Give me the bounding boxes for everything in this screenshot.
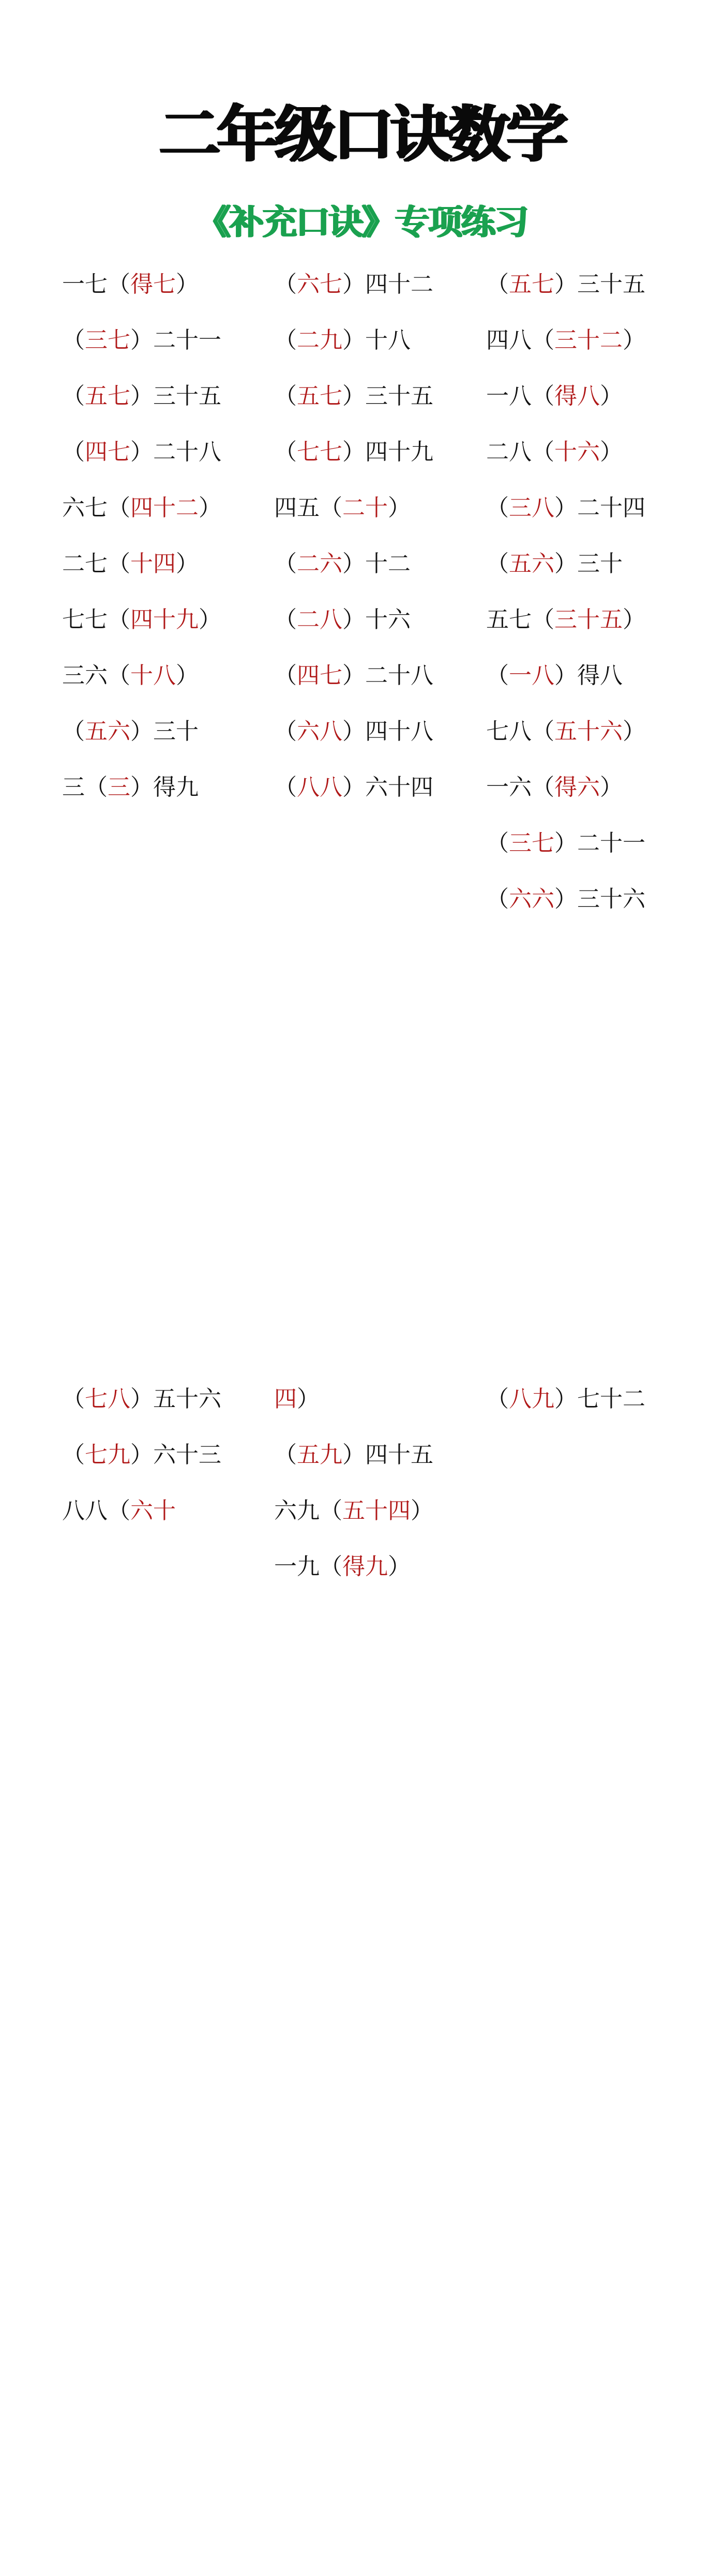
problem-text: ）得八 bbox=[554, 662, 623, 689]
problem-answer: 七七 bbox=[297, 439, 342, 465]
problem-text: ） bbox=[600, 383, 623, 409]
multiplication-problem bbox=[62, 368, 253, 424]
problem-answer: 五十六 bbox=[554, 718, 623, 745]
problem-answer: 得七 bbox=[130, 271, 176, 298]
problem-answer: 三七 bbox=[509, 830, 554, 856]
problem-text: 一八（ bbox=[486, 383, 554, 409]
multiplication-problem bbox=[274, 480, 465, 536]
problem-answer: 十八 bbox=[130, 662, 176, 689]
problem-text: （ bbox=[274, 551, 297, 577]
multiplication-problem bbox=[274, 1371, 465, 1427]
problem-column-2 bbox=[274, 257, 465, 816]
problem-text: （ bbox=[486, 662, 509, 689]
problem-answer: 得八 bbox=[554, 383, 600, 409]
problem-answer: 五六 bbox=[509, 551, 554, 577]
problem-answer: 四七 bbox=[297, 662, 342, 689]
problem-answer: 得六 bbox=[554, 774, 600, 801]
multiplication-problem bbox=[62, 760, 253, 816]
problem-text: ） bbox=[199, 495, 221, 521]
problem-answer: 五七 bbox=[509, 271, 554, 298]
problem-text: ）二十八 bbox=[342, 662, 433, 689]
problem-text: ） bbox=[388, 1553, 411, 1580]
problem-text: （ bbox=[274, 439, 297, 465]
multiplication-problem bbox=[486, 1371, 677, 1427]
problem-answer: 二九 bbox=[297, 327, 342, 353]
problem-answer: 三七 bbox=[85, 327, 130, 353]
multiplication-problem bbox=[274, 257, 465, 313]
problem-text: ）三十五 bbox=[130, 383, 221, 409]
multiplication-problem bbox=[486, 871, 677, 927]
page-subtitle: 《补充口诀》专项练习 bbox=[197, 202, 527, 242]
problem-text: ） bbox=[176, 271, 199, 298]
multiplication-problem bbox=[486, 480, 677, 536]
problem-answer: 三十二 bbox=[554, 327, 623, 353]
problem-text: （ bbox=[62, 327, 85, 353]
problem-text: 六九（ bbox=[274, 1498, 342, 1524]
problem-text: ）三十六 bbox=[554, 886, 645, 912]
problem-text: 二七（ bbox=[62, 551, 130, 577]
multiplication-problem bbox=[274, 704, 465, 760]
multiplication-problem bbox=[62, 536, 253, 592]
multiplication-problem bbox=[486, 648, 677, 704]
problem-answer: 四十九 bbox=[130, 606, 199, 633]
multiplication-problem bbox=[62, 1427, 253, 1483]
problem-text: ）三十五 bbox=[342, 383, 433, 409]
problem-answer: 八八 bbox=[297, 774, 342, 801]
problem-text: ）十六 bbox=[342, 606, 411, 633]
problem-answer: 三十五 bbox=[554, 606, 623, 633]
multiplication-problem bbox=[274, 648, 465, 704]
problem-text: 二八（ bbox=[486, 439, 554, 465]
multiplication-problem bbox=[274, 313, 465, 368]
problem-text: ） bbox=[411, 1498, 433, 1524]
problem-answer: 十六 bbox=[554, 439, 600, 465]
problem-text: （ bbox=[274, 774, 297, 801]
problem-answer: 二八 bbox=[297, 606, 342, 633]
problem-column-6 bbox=[486, 1371, 677, 1427]
problem-text: 一六（ bbox=[486, 774, 554, 801]
problem-text: ）十二 bbox=[342, 551, 411, 577]
problem-text: ）七十二 bbox=[554, 1386, 645, 1412]
problem-text: ） bbox=[388, 495, 411, 521]
multiplication-problem bbox=[486, 424, 677, 480]
problem-text: （ bbox=[62, 1386, 85, 1412]
problem-text: ）二十一 bbox=[130, 327, 221, 353]
problem-text: ）得九 bbox=[130, 774, 199, 801]
problem-answer: 六七 bbox=[297, 271, 342, 298]
problem-text: ）六十三 bbox=[130, 1442, 221, 1468]
problem-text: （ bbox=[486, 1386, 509, 1412]
problem-answer: 二六 bbox=[297, 551, 342, 577]
problem-answer: 得九 bbox=[342, 1553, 388, 1580]
problem-answer: 五十四 bbox=[342, 1498, 411, 1524]
problem-text: ） bbox=[623, 718, 645, 745]
problem-text: ）三十 bbox=[554, 551, 623, 577]
problem-text: 八八（ bbox=[62, 1498, 130, 1524]
problem-text: （ bbox=[62, 439, 85, 465]
problem-text: （ bbox=[62, 383, 85, 409]
problem-answer: 五六 bbox=[85, 718, 130, 745]
problem-text: （ bbox=[486, 271, 509, 298]
multiplication-problem bbox=[62, 592, 253, 648]
problem-answer: 六六 bbox=[509, 886, 554, 912]
multiplication-problem bbox=[486, 368, 677, 424]
problem-text: （ bbox=[274, 718, 297, 745]
multiplication-problem bbox=[486, 313, 677, 368]
problem-text: （ bbox=[274, 327, 297, 353]
problem-text: 四八（ bbox=[486, 327, 554, 353]
problem-text: ）六十四 bbox=[342, 774, 433, 801]
multiplication-problem bbox=[62, 704, 253, 760]
problem-column-1 bbox=[62, 257, 253, 816]
problem-answer: 二十 bbox=[342, 495, 388, 521]
page-title: 二年级口诀数学 bbox=[159, 99, 565, 170]
problem-text: ）二十一 bbox=[554, 830, 645, 856]
multiplication-problem bbox=[274, 760, 465, 816]
problem-text: ） bbox=[623, 327, 645, 353]
problem-text: （ bbox=[62, 1442, 85, 1468]
problem-text: （ bbox=[274, 606, 297, 633]
multiplication-problem bbox=[62, 480, 253, 536]
multiplication-problem bbox=[486, 816, 677, 871]
problem-answer: 六十 bbox=[130, 1498, 176, 1524]
multiplication-problem bbox=[274, 536, 465, 592]
multiplication-problem bbox=[486, 257, 677, 313]
problem-answer: 七八 bbox=[85, 1386, 130, 1412]
problem-text: （ bbox=[486, 551, 509, 577]
multiplication-problem bbox=[62, 424, 253, 480]
problem-text: （ bbox=[274, 1442, 297, 1468]
problem-text: ）十八 bbox=[342, 327, 411, 353]
multiplication-problem bbox=[486, 536, 677, 592]
problem-text: 四五（ bbox=[274, 495, 342, 521]
multiplication-problem bbox=[274, 592, 465, 648]
problem-text: ） bbox=[176, 662, 199, 689]
problem-text: ） bbox=[600, 439, 623, 465]
problem-text: ） bbox=[297, 1386, 320, 1412]
problem-text: ） bbox=[623, 606, 645, 633]
problem-answer: 三八 bbox=[509, 495, 554, 521]
problem-text: ）四十九 bbox=[342, 439, 433, 465]
problem-answer: 八九 bbox=[509, 1386, 554, 1412]
problem-text: （ bbox=[486, 495, 509, 521]
problem-text: ） bbox=[600, 774, 623, 801]
problem-text: ）二十四 bbox=[554, 495, 645, 521]
problem-text: （ bbox=[274, 271, 297, 298]
problem-column-5 bbox=[274, 1371, 465, 1595]
problem-text: ）五十六 bbox=[130, 1386, 221, 1412]
problem-text: ） bbox=[176, 551, 199, 577]
problem-text: （ bbox=[274, 662, 297, 689]
problem-text: 三六（ bbox=[62, 662, 130, 689]
problem-text: ）四十二 bbox=[342, 271, 433, 298]
problem-text: （ bbox=[62, 718, 85, 745]
problem-text: ）四十八 bbox=[342, 718, 433, 745]
problem-text: 一七（ bbox=[62, 271, 130, 298]
multiplication-problem bbox=[274, 1539, 465, 1595]
problem-text: ）四十五 bbox=[342, 1442, 433, 1468]
problem-text: （ bbox=[274, 383, 297, 409]
multiplication-problem bbox=[274, 1427, 465, 1483]
multiplication-problem bbox=[486, 704, 677, 760]
problem-text: 一九（ bbox=[274, 1553, 342, 1580]
problem-answer: 三 bbox=[108, 774, 130, 801]
problem-text: 五七（ bbox=[486, 606, 554, 633]
problem-text: ）三十 bbox=[130, 718, 199, 745]
problem-text: ） bbox=[199, 606, 221, 633]
problem-column-4 bbox=[62, 1371, 253, 1539]
problem-answer: 五七 bbox=[297, 383, 342, 409]
multiplication-problem bbox=[62, 257, 253, 313]
multiplication-problem bbox=[62, 648, 253, 704]
problem-text: ）三十五 bbox=[554, 271, 645, 298]
problem-answer: 十四 bbox=[130, 551, 176, 577]
multiplication-problem bbox=[62, 1483, 253, 1539]
problem-column-3 bbox=[486, 257, 677, 927]
problem-text: 七八（ bbox=[486, 718, 554, 745]
problem-answer: 一八 bbox=[509, 662, 554, 689]
multiplication-problem bbox=[274, 1483, 465, 1539]
problem-answer: 四 bbox=[274, 1386, 297, 1412]
multiplication-problem bbox=[62, 1371, 253, 1427]
multiplication-problem bbox=[62, 313, 253, 368]
problem-text: （ bbox=[486, 886, 509, 912]
multiplication-problem bbox=[486, 592, 677, 648]
problem-text: 七七（ bbox=[62, 606, 130, 633]
problem-answer: 五七 bbox=[85, 383, 130, 409]
multiplication-problem bbox=[274, 368, 465, 424]
problem-text: 三（ bbox=[62, 774, 108, 801]
problem-answer: 七九 bbox=[85, 1442, 130, 1468]
problem-text: ）二十八 bbox=[130, 439, 221, 465]
problem-text: （ bbox=[486, 830, 509, 856]
problem-answer: 四十二 bbox=[130, 495, 199, 521]
multiplication-problem bbox=[274, 424, 465, 480]
multiplication-problem bbox=[486, 760, 677, 816]
problem-answer: 六八 bbox=[297, 718, 342, 745]
problem-text: 六七（ bbox=[62, 495, 130, 521]
problem-answer: 五九 bbox=[297, 1442, 342, 1468]
problem-answer: 四七 bbox=[85, 439, 130, 465]
